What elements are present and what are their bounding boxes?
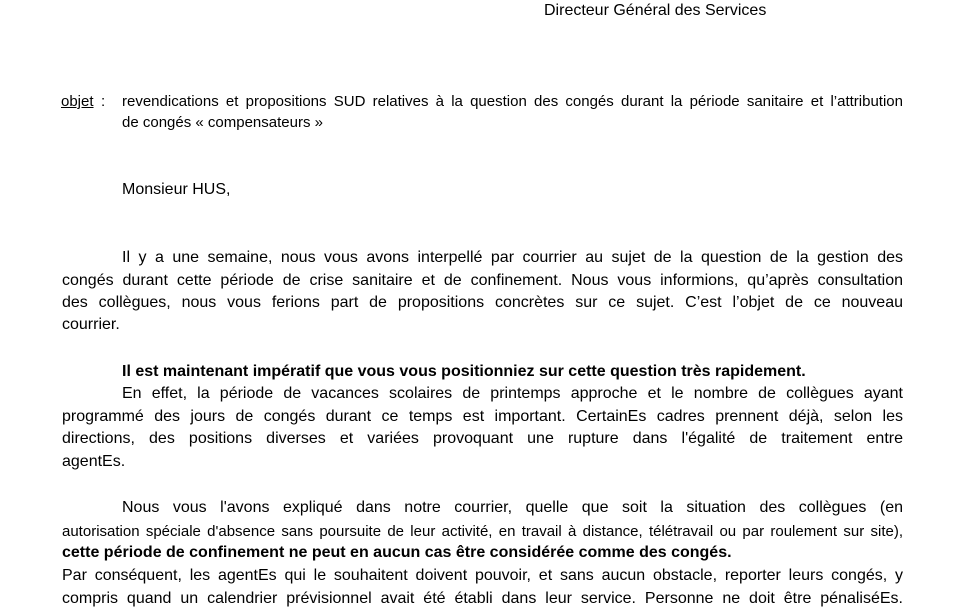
subject-line-2: de congés « compensateurs »: [122, 114, 323, 131]
subject-colon: :: [101, 93, 106, 110]
paragraph-1-line-2: congés durant cette période de crise sanitaire et de confinement. Nous vous informions, qu’après consultation: [62, 272, 903, 289]
paragraph-3-emphasis: cette période de confinement ne peut en aucun cas être considérée comme des congés.: [62, 544, 732, 561]
paragraph-3-line-2: autorisation spéciale d'absence sans poursuite de leur activité, en travail à distance, télétravail ou par roulement sur site),: [62, 523, 903, 540]
paragraph-2-line-2: programmé des jours de congés durant ce temps est important. CertainEs cadres prennent déjà, selon les: [62, 408, 903, 425]
paragraph-2-line-4: agentEs.: [62, 453, 126, 470]
salutation: Monsieur HUS,: [122, 181, 231, 198]
paragraph-3-line-1: Nous vous l'avons expliqué dans notre courrier, quelle que soit la situation des collègues (en: [122, 499, 903, 516]
paragraph-1-line-3: des collègues, nous vous ferions part de propositions concrètes sur ce sujet. C’est l’objet de ce nouveau: [62, 294, 903, 311]
paragraph-3-line-4: compris quand un calendrier prévisionnel avait été établi dans leur service. Personne ne doit être pénaliséEs.: [62, 590, 903, 607]
subject-label: objet: [61, 93, 94, 110]
paragraph-3-line-3: Par conséquent, les agentEs qui le souhaitent doivent pouvoir, et sans aucun obstacle, reporter leurs congés, y: [62, 567, 903, 584]
paragraph-2-line-1: En effet, la période de vacances scolaires de printemps approche et le nombre de collègues ayant: [122, 385, 903, 402]
paragraph-2-emphasis: Il est maintenant impératif que vous vous positionniez sur cette question très rapidement.: [122, 363, 806, 380]
recipient-title: Directeur Général des Services: [544, 2, 767, 19]
paragraph-1-line-4: courrier.: [62, 316, 120, 333]
subject-line-1: revendications et propositions SUD relatives à la question des congés durant la période sanitaire et l’attribution: [122, 93, 903, 110]
paragraph-1-line-1: Il y a une semaine, nous vous avons interpellé par courrier au sujet de la question de la gestion des: [122, 249, 903, 266]
paragraph-2-line-3: directions, des positions diverses et variées provoquant une rupture dans l'égalité de traitement entre: [62, 430, 903, 447]
